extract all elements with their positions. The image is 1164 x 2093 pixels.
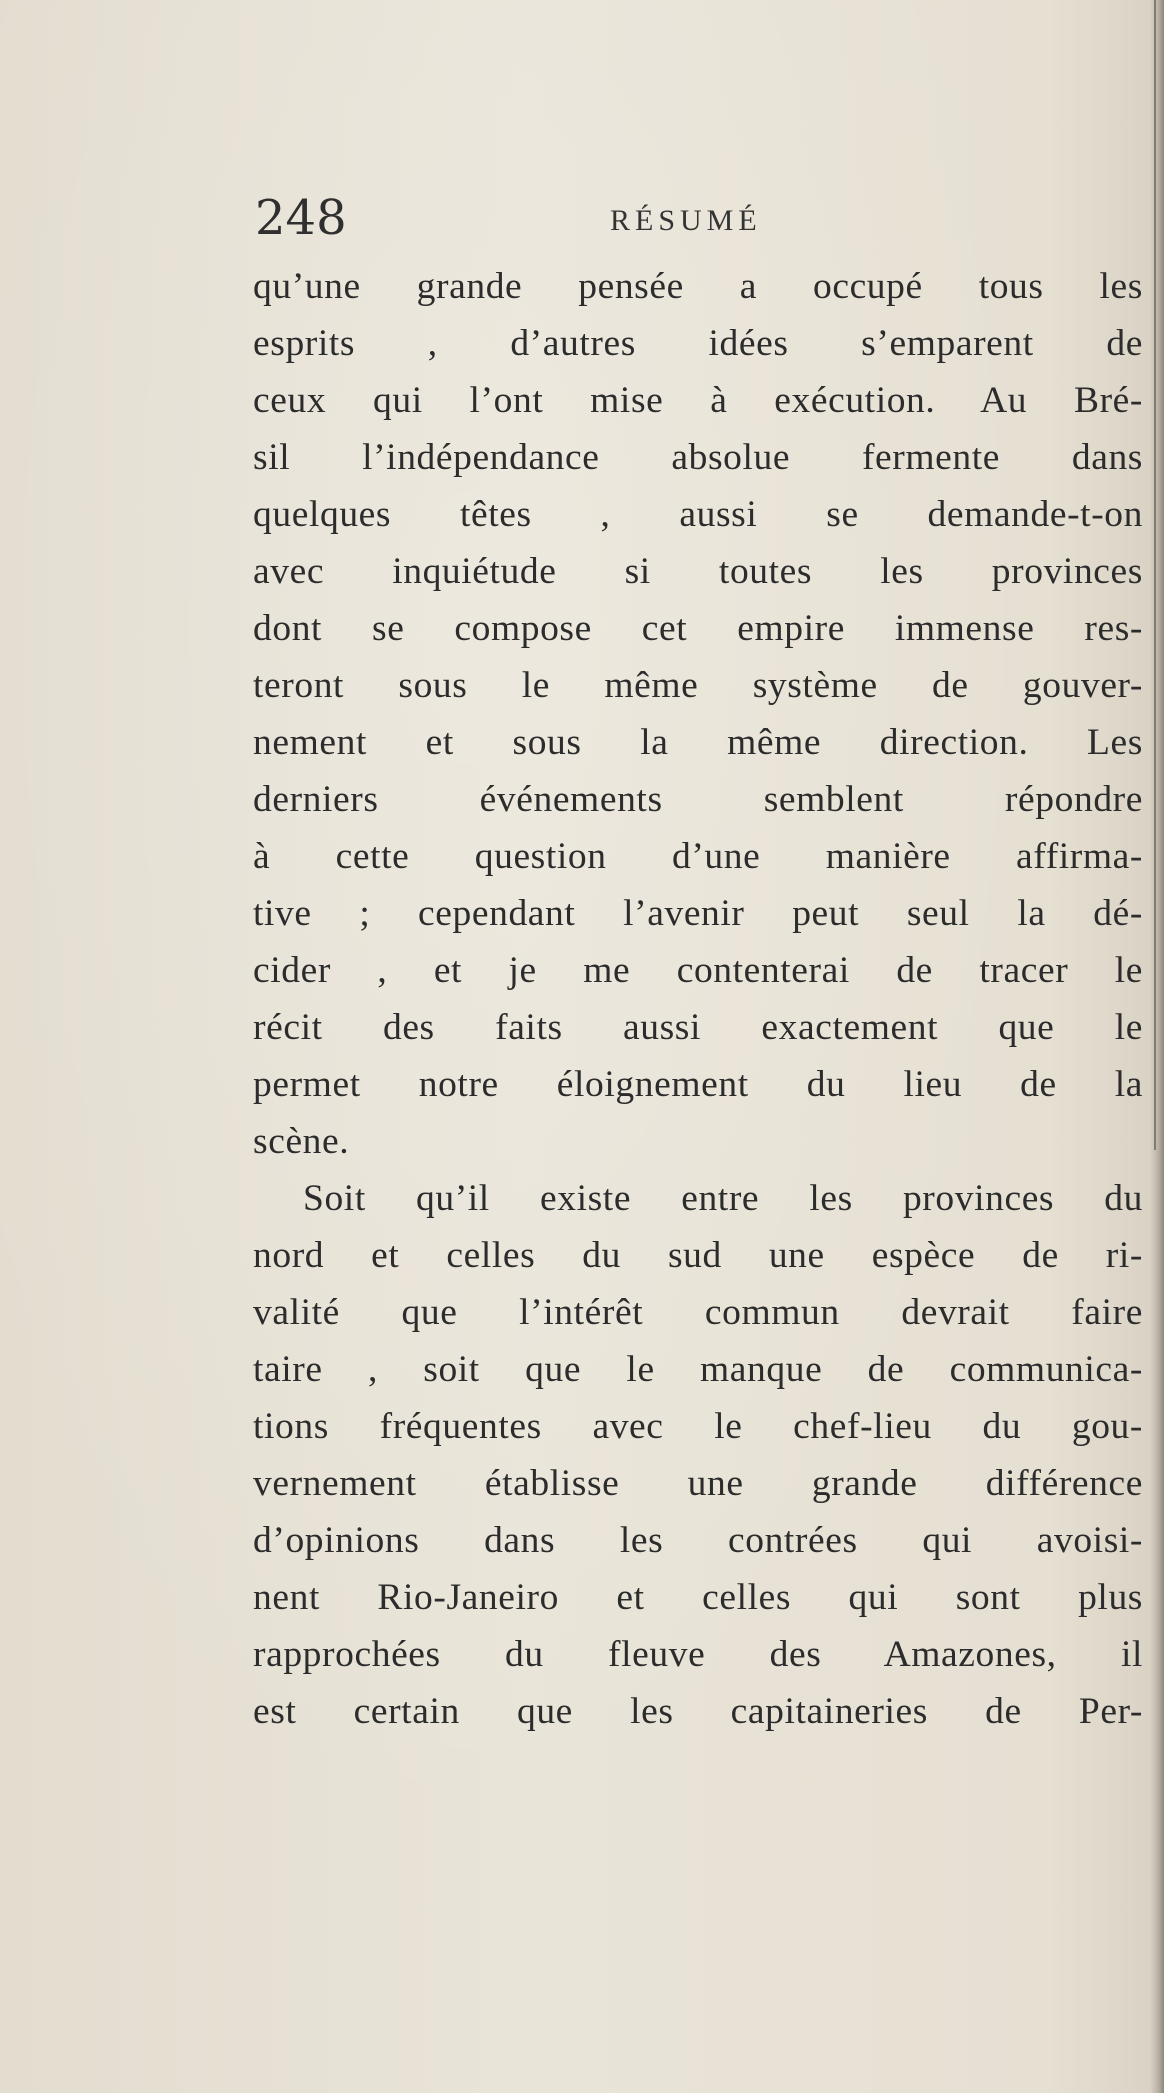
text-line: taire , soit que le manque de communica- xyxy=(253,1349,1143,1390)
paragraph-2 xyxy=(253,1170,1143,1740)
page-number: 248 xyxy=(255,190,347,246)
text-line: tions fréquentes avec le chef-lieu du gou- xyxy=(253,1406,1143,1447)
text-line: nord et celles du sud une espèce de ri- xyxy=(253,1235,1143,1276)
text-line: nent Rio-Janeiro et celles qui sont plus xyxy=(253,1577,1143,1618)
text-line: d’opinions dans les contrées qui avoisi- xyxy=(253,1520,1143,1561)
running-head: RÉSUMÉ xyxy=(610,204,762,237)
text-line: permet notre éloignement du lieu de la xyxy=(253,1064,1143,1105)
text-line: avec inquiétude si toutes les provinces xyxy=(253,551,1143,592)
text-line: Soit qu’il existe entre les provinces du xyxy=(303,1178,1143,1219)
text-line: vernement établisse une grande différence xyxy=(253,1463,1143,1504)
text-line: ceux qui l’ont mise à exécution. Au Bré- xyxy=(253,380,1143,421)
text-line: valité que l’intérêt commun devrait faire xyxy=(253,1292,1143,1333)
text-line: derniers événements semblent répondre xyxy=(253,779,1143,820)
text-line: quelques têtes , aussi se demande-t-on xyxy=(253,494,1143,535)
text-line: sil l’indépendance absolue fermente dans xyxy=(253,437,1143,478)
paragraph-1 xyxy=(253,258,1143,1170)
text-line: est certain que les capitaineries de Per- xyxy=(253,1691,1143,1732)
text-line: qu’une grande pensée a occupé tous les xyxy=(253,266,1143,307)
text-line: cider , et je me contenterai de tracer le xyxy=(253,950,1143,991)
text-line: tive ; cependant l’avenir peut seul la dé- xyxy=(253,893,1143,934)
text-line: à cette question d’une manière affirma- xyxy=(253,836,1143,877)
page-edge-line xyxy=(1154,0,1156,1150)
body-text xyxy=(253,258,1143,1740)
text-line: rapprochées du fleuve des Amazones, il xyxy=(253,1634,1143,1675)
text-line: récit des faits aussi exactement que le xyxy=(253,1007,1143,1048)
page-header xyxy=(255,190,1135,260)
text-line: scène. xyxy=(253,1121,350,1162)
text-line: nement et sous la même direction. Les xyxy=(253,722,1143,763)
text-line: esprits , d’autres idées s’emparent de xyxy=(253,323,1143,364)
text-line: dont se compose cet empire immense res- xyxy=(253,608,1143,649)
page-edge-shadow xyxy=(1150,0,1164,2093)
text-line: teront sous le même système de gouver- xyxy=(253,665,1143,706)
